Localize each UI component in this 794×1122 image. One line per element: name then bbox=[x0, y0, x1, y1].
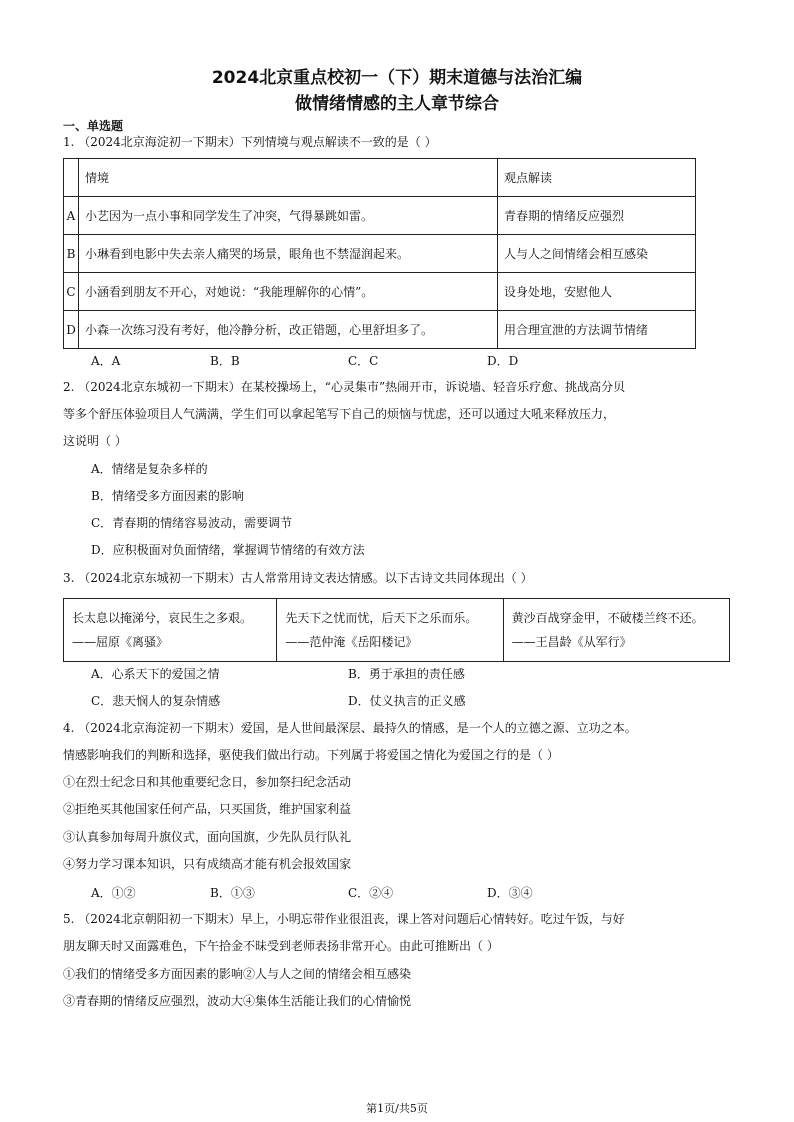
q3-stem: 3. （2024北京东城初一下期末）古人常常用诗文表达情感。以下古诗文共同体现出（ ） bbox=[63, 571, 533, 585]
q4-option-b: B．①③ bbox=[210, 886, 255, 900]
situation-cell: 小艺因为一点小事和同学发生了冲突，气得暴跳如雷。 bbox=[79, 197, 498, 235]
q2-option-a: A．情绪是复杂多样的 bbox=[91, 462, 208, 476]
table-row bbox=[64, 599, 730, 662]
q4-line-2: 情感影响我们的判断和选择，驱使我们做出行动。下列属于将爱国之情化为爱国之行的是（ ） bbox=[63, 748, 559, 762]
table-row bbox=[64, 311, 696, 349]
view-cell: 人与人之间情绪会相互感染 bbox=[498, 235, 696, 273]
table-cell bbox=[64, 159, 79, 197]
poem-source: ——屈原《离骚》 bbox=[72, 635, 169, 649]
q4-option-c: C．②④ bbox=[348, 886, 394, 900]
row-label: A bbox=[64, 197, 79, 235]
q1-stem: 1. （2024北京海淀初一下期末）下列情境与观点解读不一致的是（ ） bbox=[63, 135, 437, 149]
poem-cell bbox=[503, 599, 729, 662]
q1-option-d: D．D bbox=[487, 354, 519, 368]
q4-option-d: D．③④ bbox=[487, 886, 533, 900]
section-heading: 一、单选题 bbox=[63, 119, 124, 133]
q1-option-a: A．A bbox=[91, 354, 121, 368]
poem-verse: 先天下之忧而忧，后天下之乐而乐。 bbox=[285, 611, 478, 625]
table-row bbox=[64, 273, 696, 311]
q3-option-c: C．悲天悯人的复杂情感 bbox=[91, 694, 221, 708]
q2-option-d: D．应积极面对负面情绪，掌握调节情绪的有效方法 bbox=[91, 543, 365, 557]
view-cell: 设身处地，安慰他人 bbox=[498, 273, 696, 311]
q4-statement-2: ②拒绝买其他国家任何产品，只买国货，维护国家利益 bbox=[63, 802, 352, 816]
poem-verse: 黄沙百战穿金甲，不破楼兰终不还。 bbox=[511, 611, 704, 625]
poem-source: ——范仲淹《岳阳楼记》 bbox=[285, 635, 418, 649]
poem-source: ——王昌龄《从军行》 bbox=[511, 635, 632, 649]
q2-option-b: B．情绪受多方面因素的影响 bbox=[91, 489, 244, 503]
view-cell: 青春期的情绪反应强烈 bbox=[498, 197, 696, 235]
q3-poem-table bbox=[63, 598, 730, 662]
row-label: B bbox=[64, 235, 79, 273]
q5-line-2: 朋友聊天时又面露难色，下午拾金不昧受到老师表扬非常开心。由此可推断出（ ） bbox=[63, 939, 499, 953]
table-row bbox=[64, 197, 696, 235]
poem-verse: 长太息以掩涕兮，哀民生之多艰。 bbox=[72, 611, 253, 625]
situation-cell: 小森一次练习没有考好，他冷静分析，改正错题，心里舒坦多了。 bbox=[79, 311, 498, 349]
poem-cell bbox=[277, 599, 503, 662]
page-number: 第1页/共5页 bbox=[366, 1102, 428, 1115]
table-row bbox=[64, 159, 696, 197]
q1-option-b: B．B bbox=[210, 354, 240, 368]
q4-statement-3: ③认真参加每周升旗仪式，面向国旗，少先队员行队礼 bbox=[63, 830, 352, 844]
row-label: D bbox=[64, 311, 79, 349]
situation-cell: 小涵看到朋友不开心，对她说：“我能理解你的心情”。 bbox=[79, 273, 498, 311]
q5-statement-1: ①我们的情绪受多方面因素的影响②人与人之间的情绪会相互感染 bbox=[63, 967, 412, 981]
title-line-1: 2024北京重点校初一（下）期末道德与法治汇编 bbox=[211, 68, 583, 88]
q2-line-2: 等多个舒压体验项目人气满满，学生们可以拿起笔写下自己的烦恼与忧虑，还可以通过大吼来释放压力， bbox=[63, 407, 616, 421]
q1-option-c: C．C bbox=[348, 354, 379, 368]
q3-option-b: B．勇于承担的责任感 bbox=[348, 667, 465, 681]
title-line-2: 做情绪情感的主人章节综合 bbox=[295, 94, 499, 114]
q3-option-d: D．仗义执言的正义感 bbox=[348, 694, 466, 708]
row-label: C bbox=[64, 273, 79, 311]
q4-statement-4: ④努力学习课本知识，只有成绩高才能有机会报效国家 bbox=[63, 857, 352, 871]
situation-cell: 小琳看到电影中失去亲人痛哭的场景，眼角也不禁湿润起来。 bbox=[79, 235, 498, 273]
table-header-view: 观点解读 bbox=[498, 159, 696, 197]
q5-statement-2: ③青春期的情绪反应强烈，波动大④集体生活能让我们的心情愉悦 bbox=[63, 994, 412, 1008]
view-cell: 用合理宣泄的方法调节情绪 bbox=[498, 311, 696, 349]
q5-line-1: 5. （2024北京朝阳初一下期末）早上，小明忘带作业很沮丧，课上答对问题后心情转好。吃过午饭，与好 bbox=[63, 912, 625, 926]
q4-statement-1: ①在烈士纪念日和其他重要纪念日，参加祭扫纪念活动 bbox=[63, 775, 352, 789]
table-row bbox=[64, 235, 696, 273]
q2-option-c: C．青春期的情绪容易波动，需要调节 bbox=[91, 516, 293, 530]
q4-option-a: A．①② bbox=[91, 886, 136, 900]
q2-line-3: 这说明（ ） bbox=[63, 434, 127, 448]
q1-table bbox=[63, 158, 696, 349]
q3-option-a: A．心系天下的爱国之情 bbox=[91, 667, 220, 681]
q2-line-1: 2. （2024北京东城初一下期末）在某校操场上，“心灵集市”热闹开市，诉说墙、轻音乐疗愈、挑战高分贝 bbox=[63, 380, 626, 394]
poem-cell bbox=[64, 599, 277, 662]
table-header-situation: 情境 bbox=[79, 159, 498, 197]
q4-line-1: 4. （2024北京海淀初一下期末）爱国，是人世间最深层、最持久的情感，是一个人的立德之源、立功之本。 bbox=[63, 721, 637, 735]
